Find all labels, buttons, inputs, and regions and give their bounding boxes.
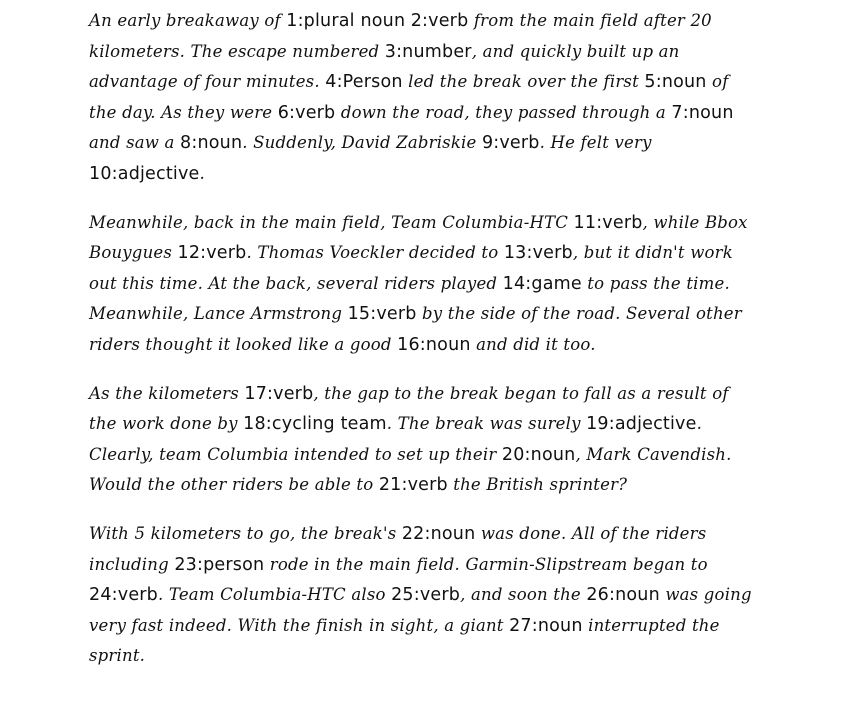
- story-text: down the road, they passed through a: [335, 102, 672, 122]
- story-text: , while Bbox Bouygues: [89, 212, 748, 263]
- story-text: .: [199, 163, 205, 183]
- word-blank: 7:noun: [671, 102, 734, 123]
- story-text: and did it too.: [470, 334, 596, 354]
- story-paragraph-2: [89, 208, 754, 361]
- story-text: As the kilometers: [89, 383, 245, 403]
- story-text: by the side of the road. Several other riders thought it looked like a good: [89, 304, 742, 354]
- story-text: rode in the main field. Garmin-Slipstream began to: [264, 554, 708, 574]
- story-text: . The break was surely: [386, 414, 587, 434]
- word-blank: 5:noun: [644, 72, 707, 93]
- word-blank: 21:verb: [378, 475, 448, 496]
- word-blank: 13:verb: [503, 243, 573, 264]
- story-paragraph-3: [89, 379, 754, 501]
- story-text: . Team Columbia-HTC also: [158, 585, 392, 605]
- story-text: to pass the time. Meanwhile, Lance Armstrong: [89, 273, 730, 324]
- word-blank: 1:plural noun: [286, 11, 406, 31]
- story-text: was done. All of the riders including: [89, 523, 707, 574]
- story-text: . Thomas Voeckler decided to: [246, 243, 504, 263]
- word-blank: 6:verb: [277, 102, 336, 123]
- story-text: led the break over the first: [402, 72, 645, 92]
- story-text: , and quickly built up an advantage of four minutes.: [89, 41, 680, 92]
- story-paragraph-1: [89, 6, 754, 190]
- story-paragraph-4: [89, 519, 754, 671]
- story-text: An early breakaway of: [89, 11, 287, 30]
- word-blank: 24:verb: [89, 585, 158, 606]
- word-blank: 20:noun: [501, 444, 576, 465]
- madlib-story: [89, 6, 754, 689]
- story-text: . Clearly, team Columbia intended to set up their: [89, 414, 703, 464]
- story-text: . He felt very: [539, 133, 652, 153]
- word-blank: 17:verb: [244, 383, 314, 404]
- word-blank: 8:noun: [180, 133, 243, 154]
- word-blank: 14:game: [502, 273, 582, 294]
- word-blank: 18:cycling team: [243, 414, 387, 435]
- story-text: and saw a: [89, 133, 181, 153]
- word-blank: 12:verb: [177, 243, 247, 264]
- word-blank: 22:noun: [401, 523, 476, 544]
- word-blank: 3:number: [384, 41, 472, 62]
- word-blank: 16:noun: [397, 334, 471, 355]
- word-blank: 27:noun: [509, 615, 583, 636]
- word-blank: 2:verb: [410, 11, 469, 31]
- word-blank: 15:verb: [347, 304, 417, 325]
- story-text: , but it didn't work out this time. At the back, several riders played: [89, 243, 733, 293]
- story-text: was going very fast indeed. With the finish in sight, a giant: [89, 585, 752, 635]
- story-text: , Mark Cavendish. Would the other riders be able to: [89, 444, 732, 495]
- word-blank: 11:verb: [573, 212, 643, 233]
- story-text: the British sprinter?: [447, 475, 628, 495]
- story-text: . Suddenly, David Zabriskie: [242, 133, 482, 153]
- story-text: interrupted the sprint.: [89, 615, 720, 666]
- word-blank: 9:verb: [481, 133, 540, 154]
- story-text: Meanwhile, back in the main field, Team Columbia-HTC: [89, 212, 574, 232]
- story-text: With 5 kilometers to go, the break's: [89, 523, 402, 543]
- word-blank: 19:adjective: [586, 414, 697, 435]
- story-text: from the main field after 20 kilometers. The escape numbered: [89, 11, 712, 61]
- word-blank: 23:person: [174, 554, 265, 575]
- word-blank: 4:Person: [325, 72, 403, 93]
- story-text: , the gap to the break began to fall as a result of the work done by: [89, 383, 729, 434]
- word-blank: 26:noun: [586, 585, 660, 606]
- word-blank: 10:adjective: [89, 163, 200, 184]
- story-text: of the day. As they were: [89, 72, 729, 122]
- word-blank: 25:verb: [391, 585, 461, 606]
- story-text: , and soon the: [460, 585, 587, 605]
